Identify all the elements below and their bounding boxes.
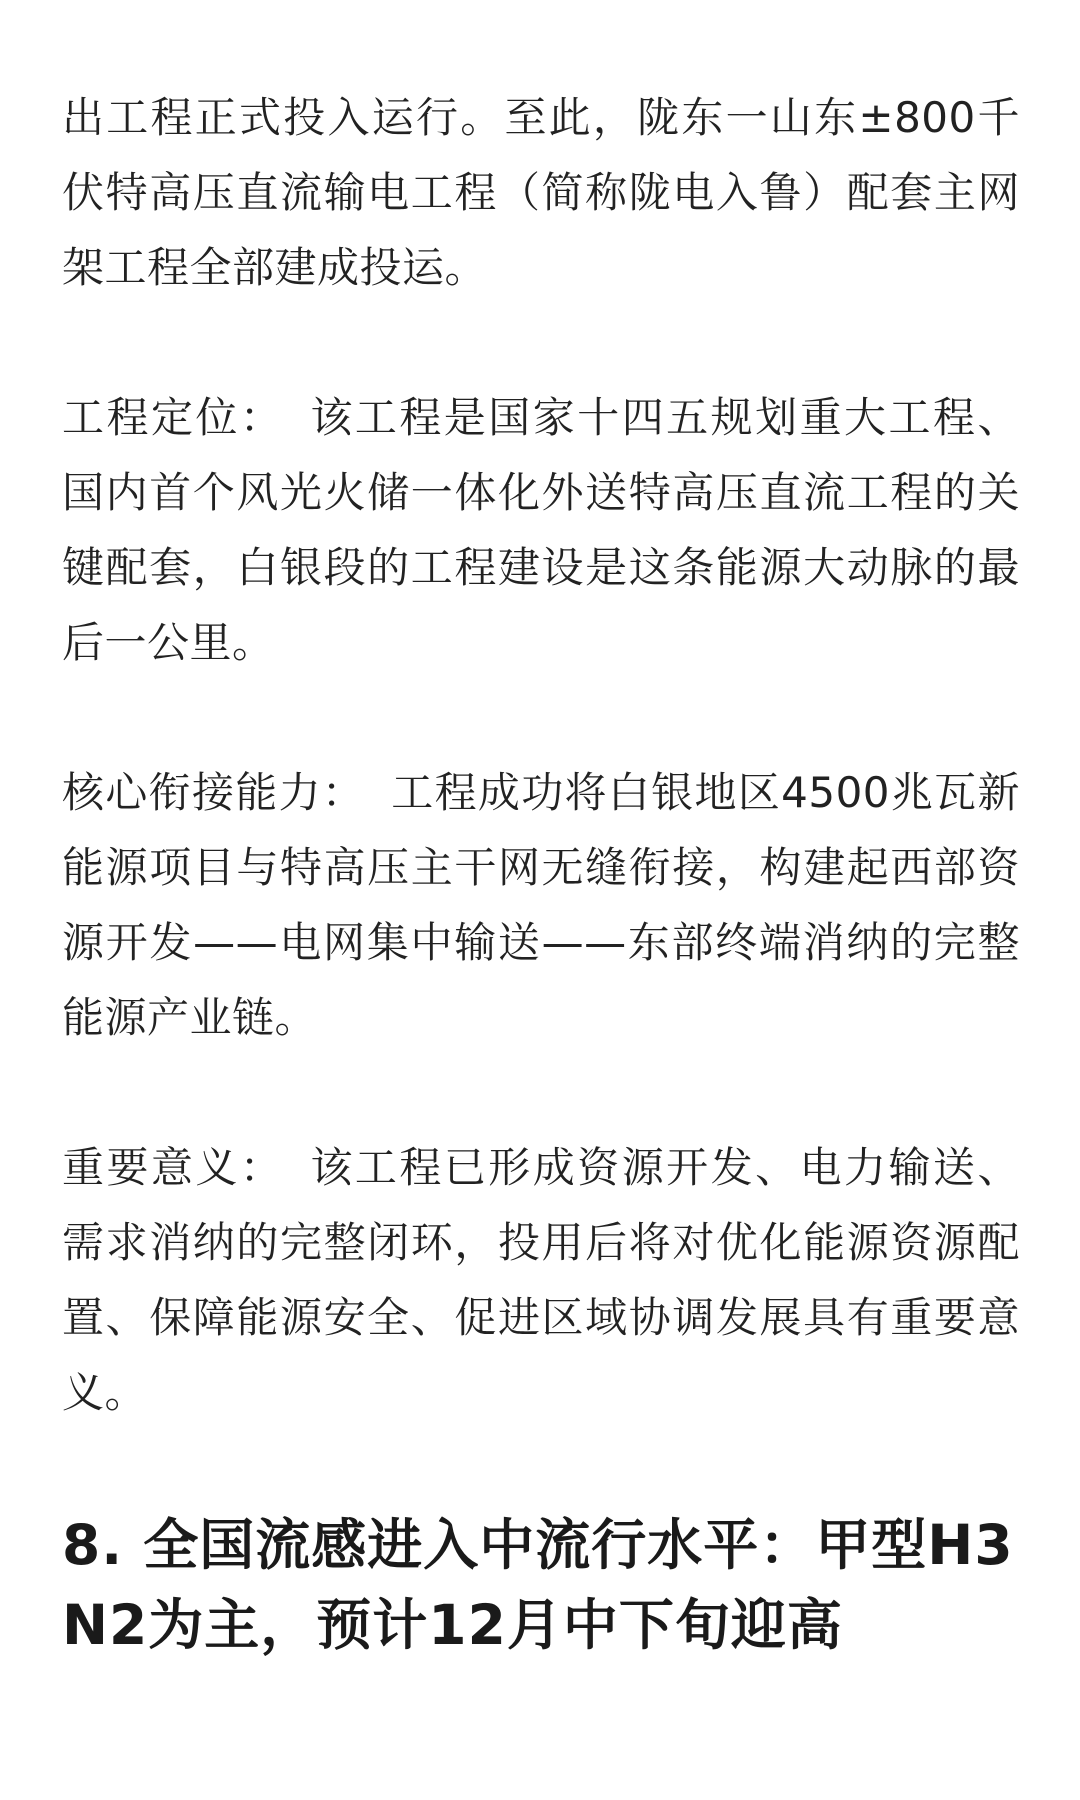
section-text: 该工程已形成资源开发、电力输送、需求消纳的完整闭环，投用后将对优化能源资源配置、保障能源安全、促进区域协调发展具有重要意义。	[62, 1143, 1020, 1417]
section-label: 重要意义：	[62, 1143, 285, 1192]
section-label: 核心衔接能力：	[62, 768, 366, 817]
intro-paragraph: 出工程正式投入运行。至此，陇东一山东±800千伏特高压直流输电工程（简称陇电入鲁）配套主网架工程全部建成投运。	[62, 93, 1020, 292]
section-significance	[62, 1130, 1020, 1430]
next-section-heading: 8. 全国流感进入中流行水平：甲型H3N2为主，预计12月中下旬迎高	[62, 1513, 1014, 1657]
section-label: 工程定位：	[62, 393, 285, 442]
section-text: 工程成功将白银地区4500兆瓦新能源项目与特高压主干网无缝衔接，构建起西部资源开发——电网集中输送——东部终端消纳的完整能源产业链。	[62, 768, 1020, 1042]
section-text: 该工程是国家十四五规划重大工程、国内首个风光火储一体化外送特高压直流工程的关键配套，白银段的工程建设是这条能源大动脉的最后一公里。	[62, 393, 1020, 667]
section-positioning	[62, 380, 1020, 680]
section-core-capability	[62, 755, 1020, 1055]
